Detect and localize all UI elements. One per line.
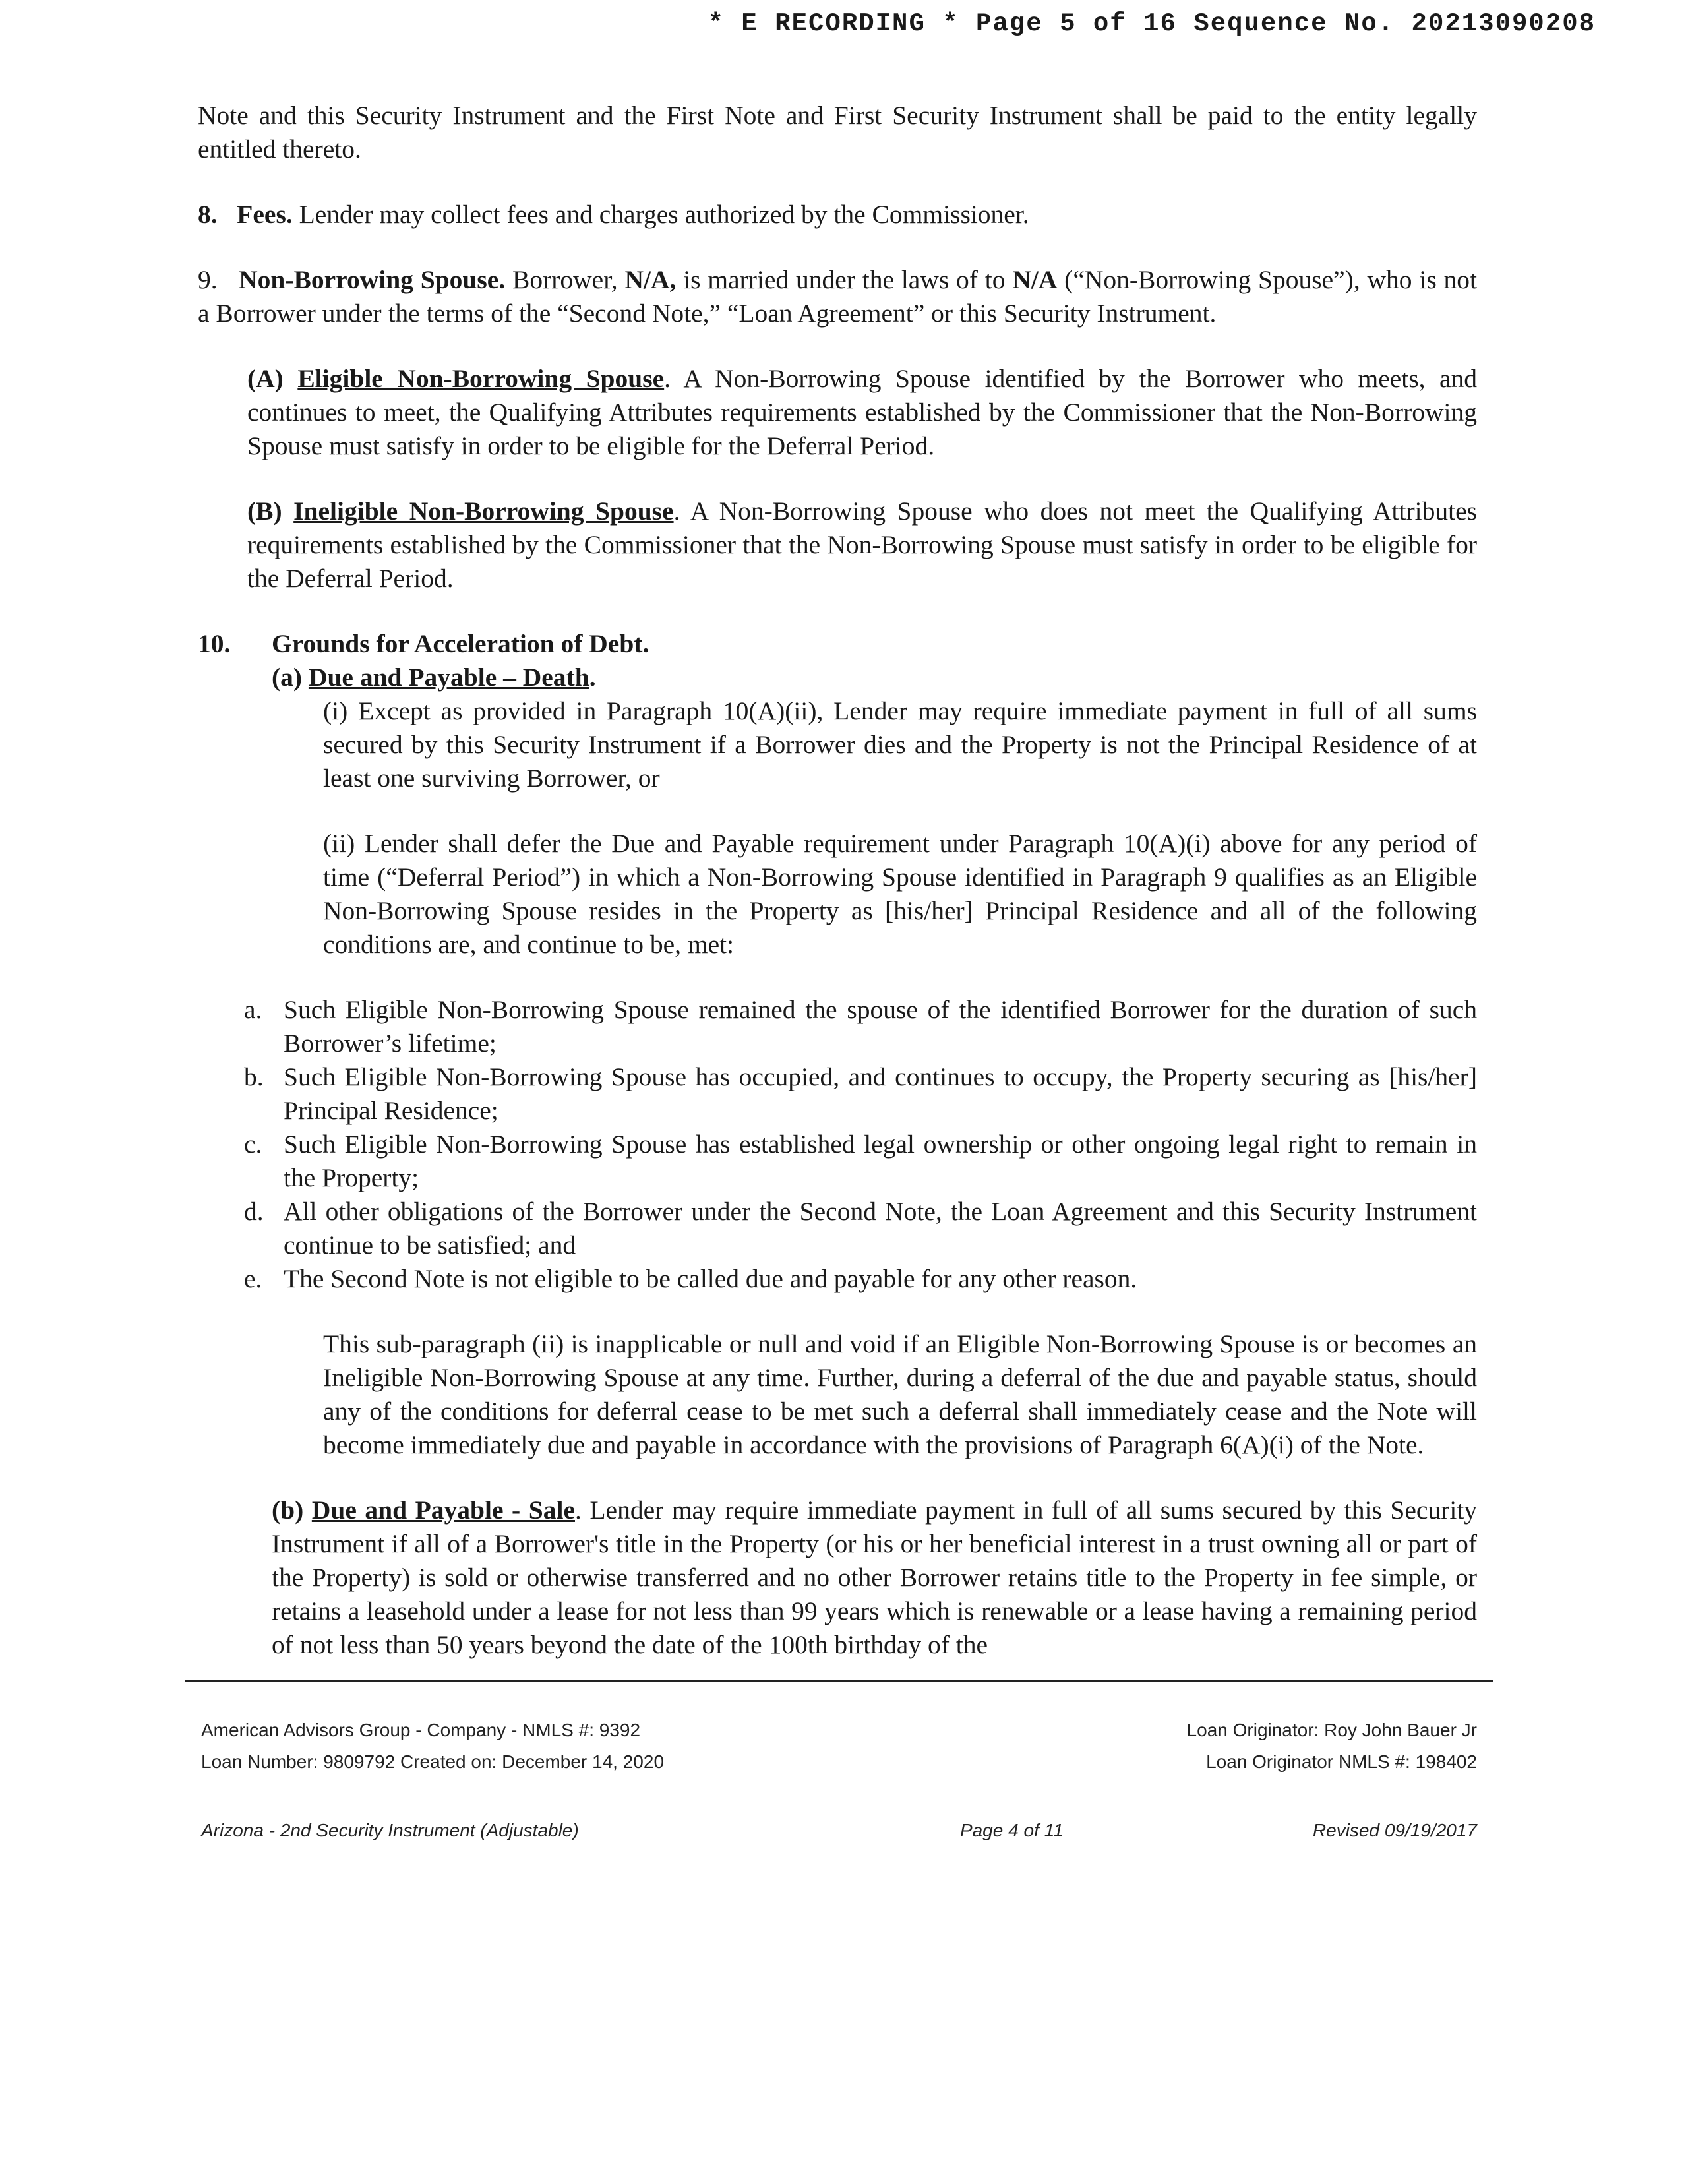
section-8-text: Lender may collect fees and charges authorized by the Commissioner. xyxy=(292,200,1029,229)
section-10a-heading: Due and Payable – Death xyxy=(308,663,589,692)
section-9B xyxy=(247,495,1477,595)
section-9-na-2: N/A xyxy=(1012,265,1058,294)
section-9 xyxy=(198,263,1477,330)
footer-form-line xyxy=(201,1820,1477,1841)
section-9B-label: (B) xyxy=(247,497,282,526)
section-9-number: 9. xyxy=(198,265,218,294)
continuation-paragraph: Note and this Security Instrument and the First Note and First Security Instrument shall be paid to the entity legally entitled thereto. xyxy=(198,101,1477,164)
condition-letter: b. xyxy=(244,1062,264,1091)
section-9-na-1: N/A, xyxy=(624,265,677,294)
section-10-heading: Grounds for Acceleration of Debt. xyxy=(272,629,649,658)
footer-form-name: Arizona - 2nd Security Instrument (Adjustable) xyxy=(201,1820,579,1840)
footer-revised: Revised 09/19/2017 xyxy=(1312,1820,1477,1840)
section-10a-heading-row xyxy=(272,661,1477,694)
condition-text: All other obligations of the Borrower under the Second Note, the Loan Agreement and this Security Instrument continue to be satisfied; and xyxy=(284,1197,1477,1259)
footer-company: American Advisors Group - Company - NMLS #: 9392 xyxy=(201,1720,641,1740)
list-item xyxy=(198,993,1477,1060)
section-10a-ii: (ii) Lender shall defer the Due and Payable requirement under Paragraph 10(A)(i) above for any period of time (“Deferral Period”) in which a Non-Borrowing Spouse identified in Paragraph 9 qualifies as an Eligible Non-Borrowing Spouse resides in the Property as [his/her] Principal Residence and all of the following conditions are, and continue to be, met: xyxy=(323,829,1477,959)
footer-info xyxy=(201,1714,1477,1778)
section-10b-heading: Due and Payable - Sale xyxy=(311,1496,575,1525)
condition-letter: c. xyxy=(244,1130,262,1159)
list-item xyxy=(198,1128,1477,1195)
list-item xyxy=(198,1262,1477,1296)
list-item xyxy=(198,1060,1477,1128)
recording-header: * E RECORDING * Page 5 of 16 Sequence No. 20213090208 xyxy=(708,9,1596,38)
list-item xyxy=(198,1195,1477,1262)
section-9-text-c: (“Non-Borrowing Spouse”), who is not a Borrower under the terms of the “Second Note,” “Loan Agreement” or this Security Instrument. xyxy=(198,265,1478,328)
section-10a-period: . xyxy=(589,663,596,692)
condition-text: Such Eligible Non-Borrowing Spouse has occupied, and continues to occupy, the Property securing as [his/her] Principal Residence; xyxy=(284,1062,1477,1125)
section-9A xyxy=(247,362,1477,463)
footer-originator-nmls: Loan Originator NMLS #: 198402 xyxy=(1206,1751,1477,1772)
section-10b-label: (b) xyxy=(272,1496,304,1525)
section-9-heading: Non-Borrowing Spouse. xyxy=(239,265,506,294)
conditions-list xyxy=(198,993,1477,1296)
section-10a-label: (a) xyxy=(272,663,303,692)
section-9B-text: . A Non-Borrowing Spouse who does not meet the Qualifying Attributes requirements established by the Commissioner that the Non-Borrowing Spouse must satisfy in order to be eligible for the Deferral Period. xyxy=(247,497,1478,593)
condition-text: The Second Note is not eligible to be called due and payable for any other reason. xyxy=(284,1264,1137,1293)
section-10a-i: (i) Except as provided in Paragraph 10(A)(ii), Lender may require immediate payment in full of all sums secured by this Security Instrument if a Borrower dies and the Property is not the Principal Residence of at least one surviving Borrower, or xyxy=(323,696,1477,793)
section-10b xyxy=(272,1494,1477,1662)
condition-text: Such Eligible Non-Borrowing Spouse remained the spouse of the identified Borrower for the duration of such Borrower’s lifetime; xyxy=(284,995,1477,1058)
section-8-number: 8. xyxy=(198,200,218,229)
section-8 xyxy=(198,198,1477,231)
section-9-text-a: Borrower, xyxy=(505,265,625,294)
section-10b-text: . Lender may require immediate payment in full of all sums secured by this Security Instrument if all of a Borrower's title in the Property (or his or her beneficial interest in a trust owning all or part of the Property) is sold or otherwise transferred and no other Borrower retains title to the Property in fee simple, or retains a leasehold under a lease for not less than 99 years which is renewable or a lease having a remaining period of not less than 50 years beyond the date of the 100th birthday of the xyxy=(272,1496,1478,1659)
condition-letter: d. xyxy=(244,1197,264,1226)
footer-divider xyxy=(185,1680,1493,1682)
condition-letter: a. xyxy=(244,995,262,1024)
footer-page-number: Page 4 of 11 xyxy=(959,1820,1064,1840)
section-9A-label: (A) xyxy=(247,364,284,393)
document-body xyxy=(198,99,1477,1662)
section-10a-ii-applicability: This sub-paragraph (ii) is inapplicable or null and void if an Eligible Non-Borrowing Spouse is or becomes an Ineligible Non-Borrowing Spouse at any time. Further, during a deferral of the due and payable status, should any of the conditions for deferral cease to be met such a deferral shall immediately cease and the Note will become immediately due and payable in accordance with the provisions of Paragraph 6(A)(i) of the Note. xyxy=(323,1329,1477,1459)
footer-loan-number: Loan Number: 9809792 Created on: December 14, 2020 xyxy=(201,1751,665,1772)
section-9A-text: . A Non-Borrowing Spouse identified by the Borrower who meets, and continues to meet, the Qualifying Attributes requirements established by the Commissioner that the Non-Borrowing Spouse must satisfy in order to be eligible for the Deferral Period. xyxy=(247,364,1477,460)
section-9-text-b: is married under the laws of to xyxy=(676,265,1013,294)
footer-originator: Loan Originator: Roy John Bauer Jr xyxy=(1186,1720,1477,1740)
section-10-number: 10. xyxy=(198,629,231,658)
condition-letter: e. xyxy=(244,1264,262,1293)
section-8-heading: Fees. xyxy=(237,200,293,229)
section-9A-heading: Eligible Non-Borrowing Spouse xyxy=(297,364,665,393)
section-9B-heading: Ineligible Non-Borrowing Spouse xyxy=(293,497,674,526)
section-10-heading-row xyxy=(198,627,1477,661)
condition-text: Such Eligible Non-Borrowing Spouse has established legal ownership or other ongoing legal right to remain in the Property; xyxy=(284,1130,1477,1192)
